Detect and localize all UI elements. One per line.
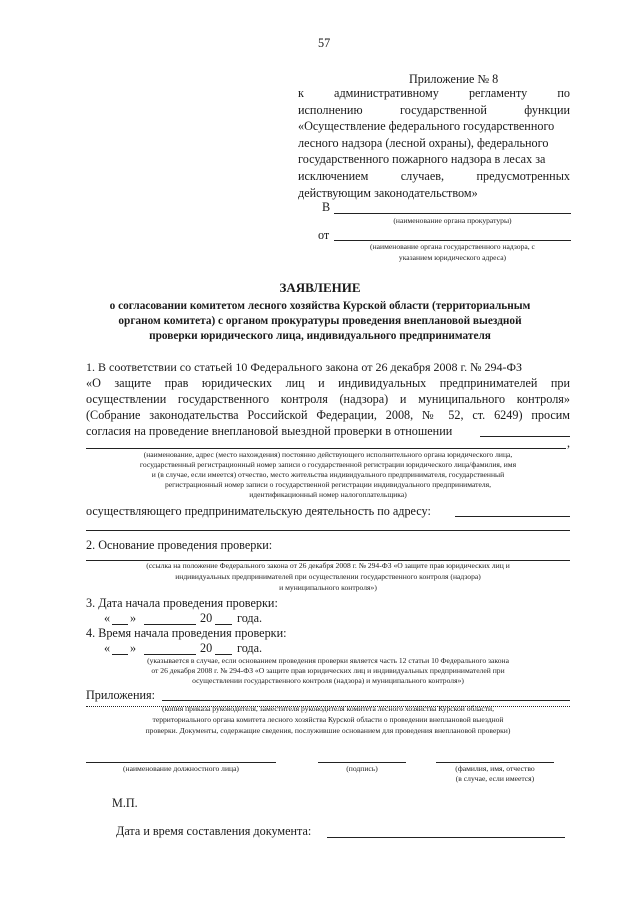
- time-month-field[interactable]: [144, 654, 196, 655]
- address-field-2[interactable]: [86, 530, 570, 531]
- heading-line-3: проверки юридического лица, индивидуального предпринимателя: [149, 330, 491, 342]
- section-1-line-3: осуществлении государственного контроля (надзора) и муниципального контроля»: [86, 392, 570, 406]
- basis-caption-1: (ссылка на положение Федерального закона от 26 декабря 2008 г. № 294-ФЗ «О защите прав юридических лиц и: [146, 561, 510, 570]
- appendix-title: Приложение № 8: [409, 72, 499, 86]
- document-date-field[interactable]: [327, 837, 565, 838]
- start-date-close: »: [130, 611, 137, 625]
- appendix-word: исключением: [298, 169, 369, 183]
- subject-caption-4: регистрационный номер записи о государственной регистрации индивидуального предпринимателя,: [164, 480, 492, 489]
- position-field[interactable]: [86, 762, 276, 763]
- subject-field-end[interactable]: [480, 436, 570, 437]
- appendix-word: по: [557, 86, 570, 100]
- attachments-label: Приложения:: [86, 688, 155, 702]
- appendix-word: исполнению: [298, 102, 363, 117]
- position-caption: (наименование должностного лица): [123, 764, 239, 773]
- section-1-line-4: (Собрание законодательства Российской Федерации, 2008, № 52, ст. 6249) просим: [86, 408, 570, 422]
- time-caption-2: от 26 декабря 2008 г. № 294-ФЗ «О защите прав юридических лиц и индивидуальных предпринимателей при: [151, 666, 505, 675]
- document-title: ЗАЯВЛЕНИЕ: [279, 280, 361, 295]
- basis-caption-3: и муниципального контроля»): [279, 583, 377, 592]
- appendix-word: регламенту: [468, 86, 528, 100]
- heading-line-2: органом комитета) с органом прокуратуры проведения внеплановой выездной: [118, 315, 522, 327]
- basis-label: 2. Основание проведения проверки:: [86, 538, 273, 552]
- subject-comma: ,: [567, 436, 571, 450]
- appendix-word: лесного надзора (лесной охраны), федерального: [298, 135, 549, 150]
- page-number: 57: [318, 36, 331, 50]
- appendix-word: предусмотренных: [476, 169, 570, 183]
- start-time-open: «: [104, 641, 111, 655]
- start-year-prefix: 20: [200, 611, 213, 625]
- address-field[interactable]: [455, 516, 570, 517]
- time-day-field[interactable]: [112, 654, 128, 655]
- attachments-caption-3: проверки. Документы, содержащие сведения, послужившие основанием для проведения внеплановой проверки): [145, 726, 511, 735]
- document-date-label: Дата и время составления документа:: [116, 824, 312, 838]
- time-caption-3: осуществлении государственного контроля (надзора) и муниципального контроля»): [192, 676, 464, 685]
- appendix-line: [298, 136, 570, 151]
- prosecutor-caption: (наименование органа прокуратуры): [393, 216, 512, 225]
- heading-line-1: о согласовании комитетом лесного хозяйства Курской области (территориальным: [109, 300, 531, 312]
- appendix-line: [298, 86, 570, 101]
- appendix-line: [298, 152, 570, 167]
- appendix-word: к: [298, 86, 304, 100]
- start-time-close: »: [130, 641, 137, 655]
- inspector-caption-1: (наименование органа государственного надзора, с: [370, 242, 535, 251]
- appendix-line: [298, 103, 570, 118]
- signature-field[interactable]: [318, 762, 406, 763]
- start-year-suffix: года.: [237, 611, 263, 625]
- subject-caption-2: государственный регистрационный номер записи о государственной регистрации юридического лица/фамилия, имя: [139, 460, 517, 469]
- from-label: от: [318, 228, 330, 242]
- section-1-line-1: 1. В соответствии со статьей 10 Федерального закона от 26 декабря 2008 г. № 294-ФЗ: [86, 360, 523, 374]
- start-date-label: 3. Дата начала проведения проверки:: [86, 596, 278, 610]
- attachments-field[interactable]: [162, 700, 570, 701]
- name-caption-2: (в случае, если имеется): [455, 774, 535, 783]
- address-label: осуществляющего предпринимательскую деятельность по адресу:: [86, 504, 431, 518]
- attachments-caption-1: (копия приказа руководителя, заместителя руководителя комитета лесного хозяйства Курской области,: [161, 704, 495, 713]
- subject-field[interactable]: [86, 448, 566, 449]
- stamp-label: М.П.: [112, 796, 138, 810]
- basis-caption-2: индивидуальных предпринимателей при осуществлении государственного контроля (надзора): [175, 572, 481, 581]
- appendix-word: административному: [334, 86, 439, 100]
- time-caption-1: (указывается в случае, если основанием проведения проверки является часть 12 статьи 10 Федерального закона: [147, 656, 509, 665]
- appendix-line: [298, 169, 570, 184]
- start-date-open: «: [104, 611, 111, 625]
- appendix-word: государственного пожарного надзора в лесах за: [298, 152, 546, 167]
- attachments-caption-2: территориального органа комитета лесного хозяйства Курской области о проведении внеплановой выездной: [152, 715, 504, 724]
- appendix-word: «Осуществление федерального государственного: [298, 119, 555, 134]
- inspector-caption-2: указанием юридического адреса): [398, 253, 507, 262]
- start-month-field[interactable]: [144, 624, 196, 625]
- subject-caption-1: (наименование, адрес (место нахождения) постоянно действующего исполнительного органа юридического лица,: [143, 450, 513, 459]
- signature-caption: (подпись): [346, 764, 378, 773]
- section-1-line-5: согласия на проведение внеплановой выездной проверки в отношении: [86, 424, 453, 438]
- appendix-word: государственной: [400, 102, 487, 117]
- start-day-field[interactable]: [112, 624, 128, 625]
- prosecutor-field[interactable]: [334, 213, 571, 214]
- appendix-word: случаев,: [400, 169, 445, 183]
- appendix-line: [298, 119, 570, 134]
- time-year-prefix: 20: [200, 641, 213, 655]
- section-1-line-2: «О защите прав юридических лиц и индивидуальных предпринимателей при: [86, 376, 570, 390]
- start-year-field[interactable]: [215, 624, 232, 625]
- time-year-field[interactable]: [215, 654, 232, 655]
- time-year-suffix: года.: [237, 641, 263, 655]
- start-time-label: 4. Время начала проведения проверки:: [86, 626, 287, 640]
- inspector-field[interactable]: [334, 240, 571, 241]
- name-field[interactable]: [436, 762, 554, 763]
- appendix-word: действующим законодательством»: [298, 185, 478, 200]
- appendix-line: [298, 186, 570, 201]
- subject-caption-5: идентификационный номер налогоплательщика): [249, 490, 407, 499]
- appendix-word: функции: [524, 102, 570, 117]
- to-label: В: [322, 200, 331, 214]
- subject-caption-3: и (в случае, если имеется) отчество, место жительства индивидуального предпринимателя, государственный: [151, 470, 505, 479]
- name-caption-1: (фамилия, имя, отчество: [455, 764, 535, 773]
